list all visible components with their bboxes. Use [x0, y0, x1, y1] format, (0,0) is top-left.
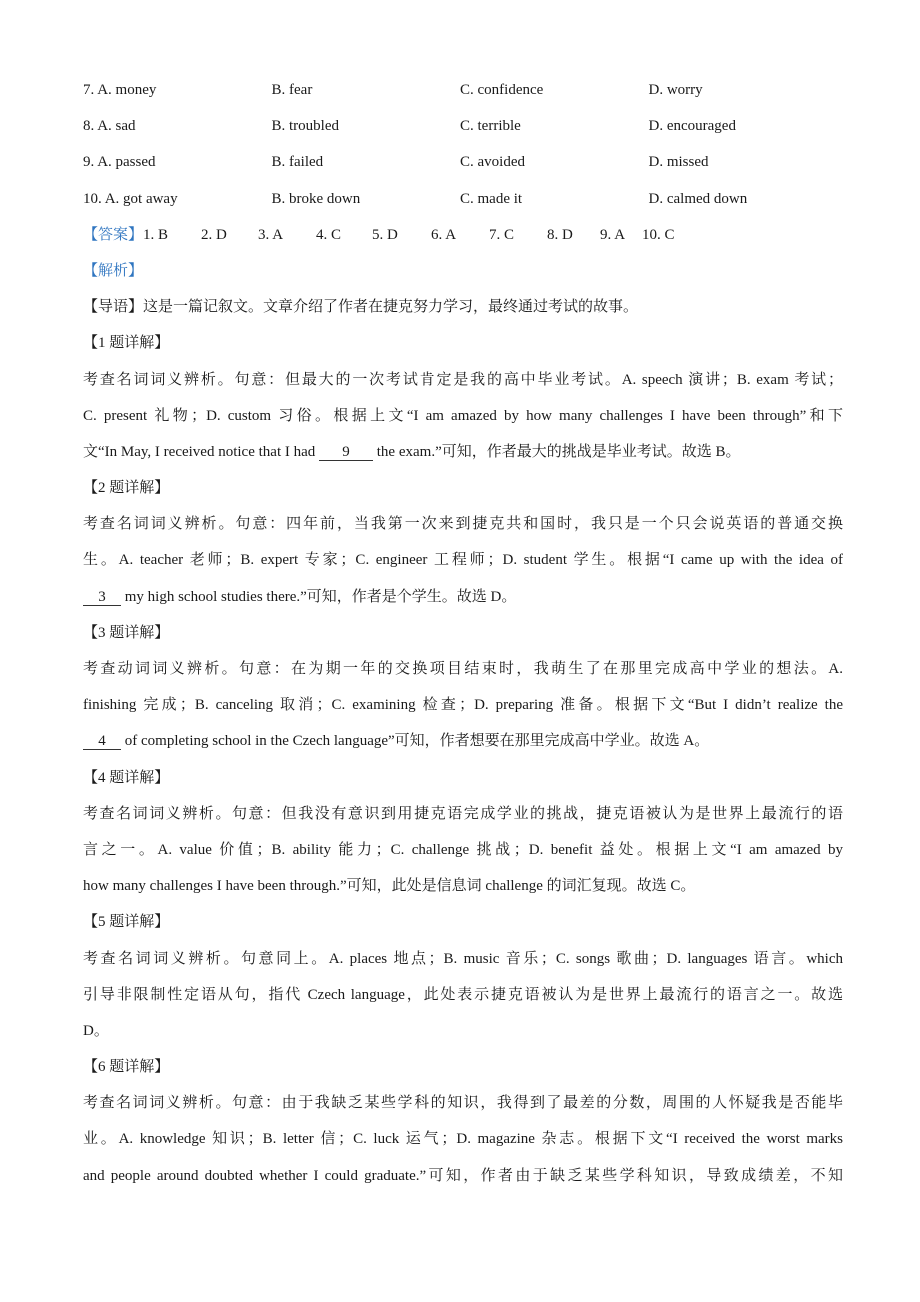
detail-3-line-3: 4 of completing school in the Czech language”可知，作者想要在那里完成高中学业。故选 A。 — [83, 723, 843, 759]
option-d: D. missed — [648, 154, 709, 171]
option-a: 10. A. got away — [83, 190, 178, 207]
detail-heading-2: 【2 题详解】 — [83, 480, 170, 497]
options-row-10 — [83, 181, 843, 217]
analysis-label: 【解析】 — [83, 262, 144, 279]
detail-2-line-2: 生。A. teacher 老师；B. expert 专家；C. engineer 工程师；D. student 学生。根据“I came up with the idea of — [83, 552, 843, 569]
option-d: D. calmed down — [648, 190, 748, 207]
detail-5-line-1: 考查名词词义辨析。句意同上。A. places 地点；B. music 音乐；C. songs 歌曲；D. languages 语言。which — [83, 950, 843, 967]
fill-blank: 9 — [319, 445, 373, 461]
option-b: B. broke down — [271, 190, 361, 207]
detail-heading-6: 【6 题详解】 — [83, 1059, 170, 1076]
document-page — [83, 72, 843, 1194]
detail-2-line-3: 3 my high school studies there.”可知，作者是个学生。故选 D。 — [83, 579, 843, 615]
fill-blank: 3 — [83, 590, 121, 606]
options-row-9 — [83, 144, 843, 180]
answer-item: 6. A — [431, 226, 457, 243]
answer-key — [83, 217, 843, 253]
options-row-8 — [83, 108, 843, 144]
detail-1-line-1: 考查名词词义辨析。句意：但最大的一次考试肯定是我的高中毕业考试。A. speech 演讲；B. exam 考试； — [83, 371, 843, 388]
answer-item: 2. D — [201, 226, 227, 243]
answer-item: 10. C — [642, 226, 675, 243]
option-c: C. avoided — [460, 154, 525, 171]
option-a: 8. A. sad — [83, 118, 136, 135]
detail-6-line-1: 考查名词词义辨析。句意：由于我缺乏某些学科的知识，我得到了最差的分数，周围的人怀疑我是否能毕 — [83, 1095, 843, 1112]
detail-heading-5: 【5 题详解】 — [83, 914, 170, 931]
detail-heading-1: 【1 题详解】 — [83, 335, 170, 352]
detail-5-line-2: 引导非限制性定语从句，指代 Czech language，此处表示捷克语被认为是世界上最流行的语言之一。故选 — [83, 986, 843, 1003]
detail-heading-4: 【4 题详解】 — [83, 769, 170, 786]
detail-4-line-3: how many challenges I have been through.”可知，此处是信息词 challenge 的词汇复现。故选 C。 — [83, 878, 696, 895]
detail-heading-3: 【3 题详解】 — [83, 624, 170, 641]
option-b: B. troubled — [271, 118, 339, 135]
answer-item: 5. D — [372, 226, 398, 243]
detail-1-line-3: 文“In May, I received notice that I had 9 the exam.”可知，作者最大的挑战是毕业考试。故选 B。 — [83, 443, 741, 460]
fill-blank: 4 — [83, 734, 121, 750]
intro-text: 这是一篇记叙文。文章介绍了作者在捷克努力学习，最终通过考试的故事。 — [143, 299, 639, 316]
answer-item: 9. A — [600, 226, 626, 243]
answer-label: 【答案】 — [83, 226, 144, 243]
answer-item: 1. B — [143, 226, 169, 243]
option-c: C. made it — [460, 190, 523, 207]
answer-item: 8. D — [547, 226, 573, 243]
option-a: 7. A. money — [83, 82, 157, 98]
option-d: D. encouraged — [648, 118, 736, 135]
answer-item: 7. C — [489, 226, 515, 243]
detail-6-line-3: and people around doubted whether I could graduate.”可知，作者由于缺乏某些学科知识，导致成绩差，不知 — [83, 1167, 843, 1184]
option-c: C. terrible — [460, 118, 521, 135]
option-b: B. fear — [271, 82, 313, 98]
detail-6-line-2: 业。A. knowledge 知识；B. letter 信；C. luck 运气；D. magazine 杂志。根据下文“I received the worst marks — [83, 1131, 843, 1148]
detail-1-line-2: C. present 礼物；D. custom 习俗。根据上文“I am amazed by how many challenges I have been through”和下 — [83, 407, 843, 424]
detail-3-line-1: 考查动词词义辨析。句意：在为期一年的交换项目结束时，我萌生了在那里完成高中学业的想法。A. — [83, 661, 843, 677]
answer-item: 3. A — [258, 226, 284, 243]
options-row-7 — [83, 72, 843, 108]
intro-label: 【导语】 — [83, 299, 144, 316]
option-d: D. worry — [648, 82, 703, 98]
detail-4-line-1: 考查名词词义辨析。句意：但我没有意识到用捷克语完成学业的挑战，捷克语被认为是世界上最流行的语 — [83, 805, 843, 822]
option-b: B. failed — [271, 154, 324, 171]
detail-4-line-2: 言之一。A. value 价值；B. ability 能力；C. challenge 挑战；D. benefit 益处。根据上文“I am amazed by — [83, 841, 843, 858]
detail-3-line-2: finishing 完成；B. canceling 取消；C. examining 检查；D. preparing 准备。根据下文“But I didn’t realize the — [83, 697, 843, 714]
answer-item: 4. C — [316, 226, 342, 243]
detail-2-line-1: 考查名词词义辨析。句意：四年前，当我第一次来到捷克共和国时，我只是一个只会说英语的普通交换 — [83, 516, 843, 533]
intro-paragraph — [83, 289, 843, 325]
option-a: 9. A. passed — [83, 154, 156, 171]
detail-5-line-3: D。 — [83, 1022, 109, 1039]
option-c: C. confidence — [460, 82, 544, 98]
